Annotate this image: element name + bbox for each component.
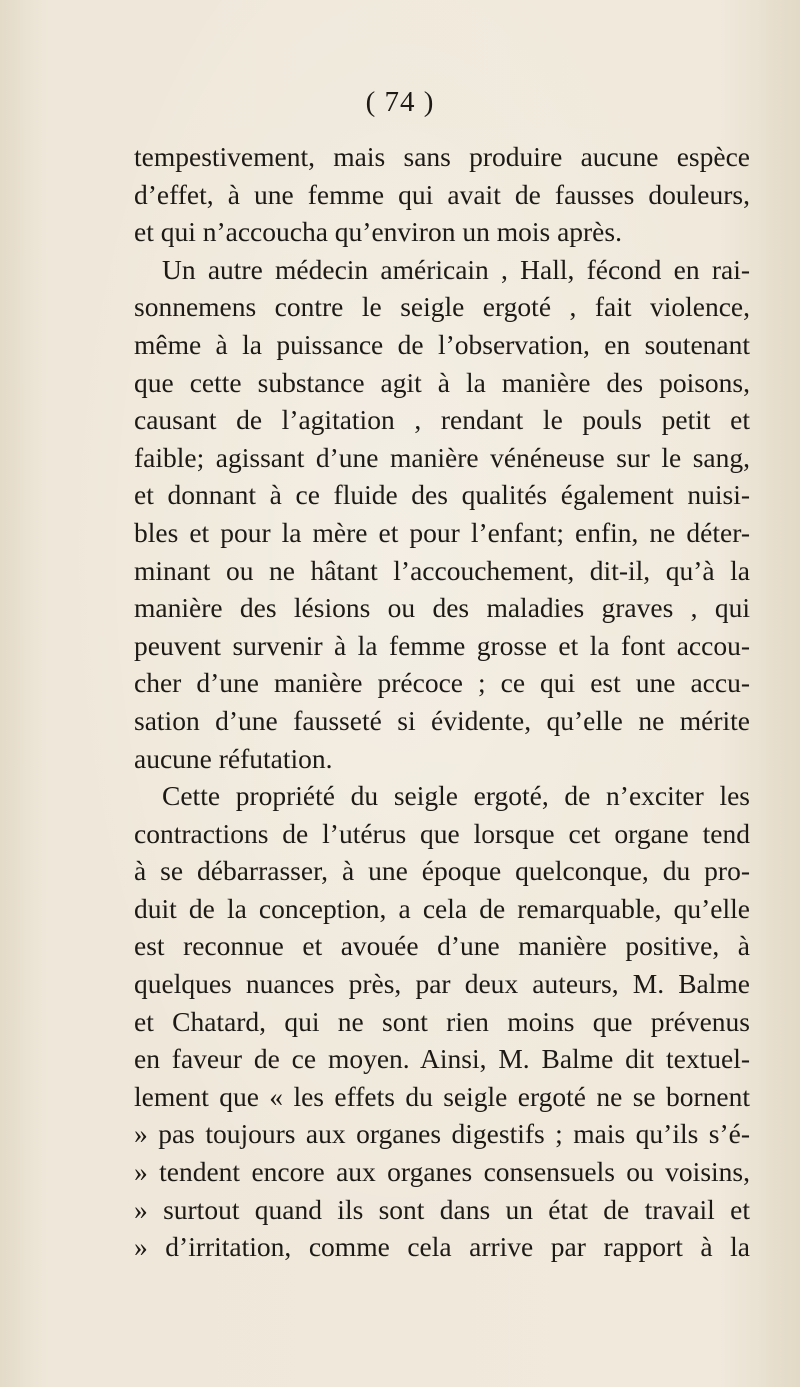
text-line: sation d’une fausseté si évidente, qu’elle ne mérite bbox=[134, 704, 750, 736]
text-line: manière des lésions ou des maladies graves , qui bbox=[134, 592, 750, 624]
text-line: en faveur de ce moyen. Ainsi, M. Balme dit textuel- bbox=[134, 1043, 750, 1075]
text-line: même à la puissance de l’observation, en soutenant bbox=[134, 328, 750, 360]
text-line: Cette propriété du seigle ergoté, de n’exciter les bbox=[162, 780, 750, 812]
text-line: et qui n’accoucha qu’environ un mois après. bbox=[134, 216, 622, 248]
text-line: » surtout quand ils sont dans un état de travail et bbox=[134, 1193, 750, 1225]
text-line: aucune réfutation. bbox=[134, 742, 333, 774]
text-line: lement que « les effets du seigle ergoté ne se bornent bbox=[134, 1080, 750, 1112]
text-line: à se débarrasser, à une époque quelconque, du pro- bbox=[134, 855, 750, 887]
text-line: » pas toujours aux organes digestifs ; mais qu’ils s’é- bbox=[134, 1118, 750, 1150]
text-line: bles et pour la mère et pour l’enfant; enfin, ne déter- bbox=[134, 516, 750, 548]
text-line: que cette substance agit à la manière des poisons, bbox=[134, 366, 750, 398]
body-text bbox=[134, 138, 750, 1266]
page-number: ( 74 ) bbox=[365, 86, 435, 118]
text-line: et donnant à ce fluide des qualités également nuisi- bbox=[134, 479, 750, 511]
text-line: cher d’une manière précoce ; ce qui est une accu- bbox=[134, 667, 750, 699]
text-line: et Chatard, qui ne sont rien moins que prévenus bbox=[134, 1005, 750, 1037]
text-line: contractions de l’utérus que lorsque cet organe tend bbox=[134, 817, 750, 849]
text-line: peuvent survenir à la femme grosse et la font accou- bbox=[134, 629, 750, 661]
text-line: tempestivement, mais sans produire aucune espèce bbox=[134, 141, 750, 172]
text-line: est reconnue et avouée d’une manière positive, à bbox=[134, 930, 750, 962]
text-line: causant de l’agitation , rendant le pouls petit et bbox=[134, 404, 750, 436]
text-line: duit de la conception, a cela de remarquable, qu’elle bbox=[134, 892, 750, 924]
text-line: minant ou ne hâtant l’accouchement, dit-il, qu’à la bbox=[134, 554, 750, 586]
text-line: faible; agissant d’une manière vénéneuse sur le sang, bbox=[134, 441, 750, 473]
text-line: quelques nuances près, par deux auteurs, M. Balme bbox=[134, 968, 750, 1000]
text-line: d’effet, à une femme qui avait de fausses douleurs, bbox=[134, 178, 750, 210]
text-line: » tendent encore aux organes consensuels ou voisins, bbox=[134, 1156, 750, 1188]
text-line: sonnemens contre le seigle ergoté , fait violence, bbox=[134, 291, 750, 323]
text-line: Un autre médecin américain , Hall, fécond en rai- bbox=[162, 253, 750, 285]
text-line: » d’irritation, comme cela arrive par rapport à la bbox=[134, 1231, 750, 1263]
